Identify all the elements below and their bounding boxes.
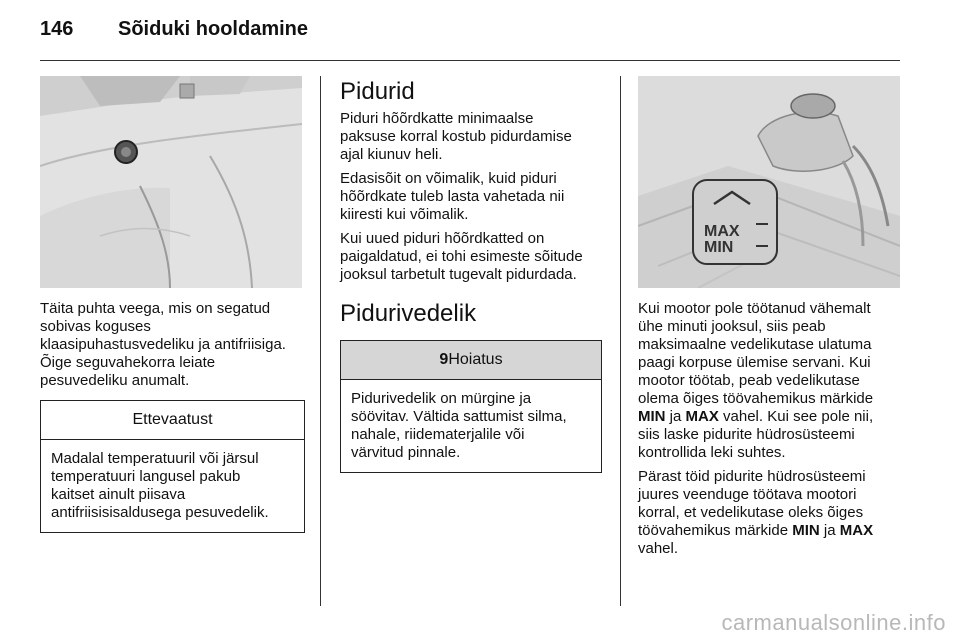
min-label: MIN [704, 239, 734, 256]
brake-fluid-reservoir-illustration [638, 76, 900, 288]
caution-text: Madalal temperatuuril või järsul temperatuuri langusel pakub kaitset ainult piisava antifriisisisaldusega pesuvedelik. [51, 450, 269, 521]
brake-fluid-reservoir-figure [638, 76, 900, 288]
column-divider-2 [620, 76, 621, 606]
brakes-paragraph-1: Piduri hõõrdkatte minimaalse paksuse korral kostub pidurdamise ajal kiunuv heli. [340, 110, 572, 163]
fluid-level-paragraph-1: Kui mootor pole töötanud vähemalt ühe minuti jooksul, siis peab maksimaalne vedelikutase ulatuma paagi korpuse ülemise servani. Kui mootor töötab, peab vedelikutase olema õiges töövahemikus märkide MIN ja MAX vahel. Kui see pole nii, siis laske pidurite hüdrosüsteemi kontrollida leki suhtes. [638, 300, 874, 461]
washer-fluid-paragraph: Täita puhta veega, mis on segatud sobivas koguses klaasipuhastusvedeliku ja antifriisiga. Õige seguvahekorra leiate pesuvedeliku anumalt. [40, 300, 286, 389]
page-number: 146 [40, 18, 74, 40]
caution-box [40, 400, 305, 533]
warning-text: Pidurivedelik on mürgine ja söövitav. Vältida sattumist silma, nahale, riidematerjalile või värvitud pinnale. [351, 390, 567, 461]
washer-reservoir-figure [40, 76, 302, 288]
header-rule [40, 60, 900, 61]
middle-column [340, 78, 602, 473]
warning-header [341, 341, 601, 380]
max-label: MAX [704, 223, 740, 240]
warning-box [340, 340, 602, 473]
right-column [638, 300, 903, 564]
warning-title: Hoiatus [448, 351, 503, 368]
section-title-brakes: Pidurid [340, 78, 415, 105]
warning-icon: 9 [439, 351, 449, 368]
page-title: Sõiduki hooldamine [118, 18, 309, 40]
left-column [40, 300, 305, 533]
brakes-paragraph-3: Kui uued piduri hõõrdkatted on paigaldatud, ei tohi esimeste sõitude jooksul tarbetult tugevalt pidurdada. [340, 230, 583, 283]
brakes-paragraph-2: Edasisõit on võimalik, kuid piduri hõõrdkate tuleb lasta vahetada nii kiiresti kui võimalik. [340, 170, 565, 223]
page-header [40, 18, 308, 41]
washer-reservoir-illustration [40, 76, 302, 288]
watermark: carmanualsonline.info [721, 610, 946, 635]
fluid-level-paragraph-2: Pärast töid pidurite hüdrosüsteemi juures veenduge töötava mootori korral, et vedelikutase oleks õiges töövahemikus märkide MIN ja MAX vahel. [638, 468, 874, 557]
section-title-brake-fluid: Pidurivedelik [340, 300, 477, 327]
column-divider-1 [320, 76, 321, 606]
caution-title: Ettevaatust [41, 401, 304, 440]
